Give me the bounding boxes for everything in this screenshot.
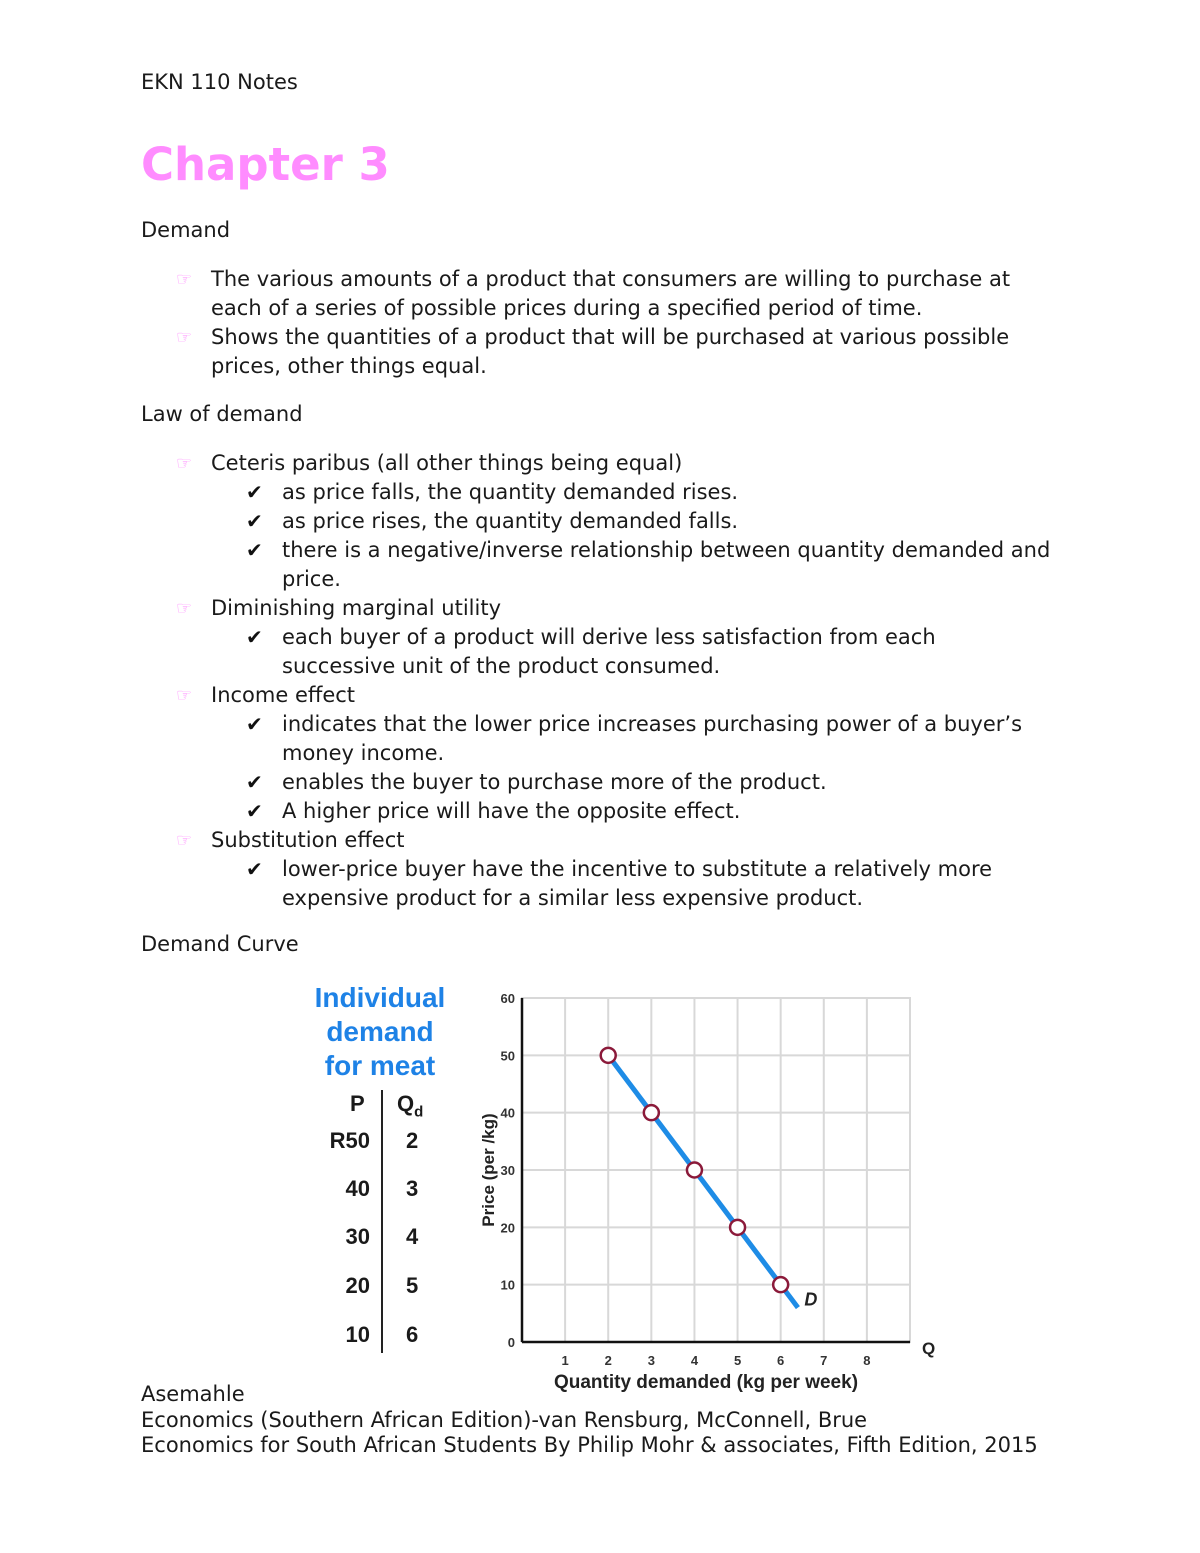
table-quantity-cell: 4 <box>406 1224 419 1249</box>
data-point <box>644 1105 659 1120</box>
y-axis-title: Price (per /kg) <box>479 1113 498 1227</box>
y-tick-label: 40 <box>500 1105 515 1121</box>
pointing-hand-icon: ☞ <box>176 685 193 706</box>
list-item: ☞ The various amounts of a product that consumers are willing to purchase at each of a series of possible prices during a specified period of time. <box>176 267 1011 320</box>
table-header-q <box>397 1091 423 1120</box>
table-title-line: for meat <box>324 1050 436 1081</box>
table-header-p: P <box>350 1091 365 1116</box>
y-tick-label: 50 <box>500 1048 515 1064</box>
x-tick-label: 7 <box>820 1353 828 1368</box>
table-header-q-subscript: d <box>414 1103 424 1121</box>
check-item: ✔ there is a negative/inverse relationship between quantity demanded and price. <box>246 538 1051 591</box>
pointing-hand-icon: ☞ <box>176 830 193 851</box>
list-item: ☞ Substitution effect <box>0 826 1041 855</box>
law-of-demand-list <box>0 449 1200 913</box>
pointing-hand-icon: ☞ <box>176 598 193 619</box>
check-item: ✔ each buyer of a product will derive less satisfaction from each successive unit of the product consumed. <box>246 625 936 678</box>
y-tick-label: 20 <box>500 1220 515 1236</box>
y-tick-label: 0 <box>507 1335 515 1350</box>
y-tick-label: 10 <box>500 1277 515 1293</box>
demand-curve-heading: Demand Curve <box>141 932 299 956</box>
table-title-line: Individual <box>314 982 446 1013</box>
list-item: ☞ Ceteris paribus (all other things being equal) <box>0 449 1041 478</box>
table-price-cell: 10 <box>345 1322 370 1347</box>
data-point <box>687 1163 702 1178</box>
x-axis-title: Quantity demanded (kg per week) <box>553 1372 859 1393</box>
table-header-q-letter: Q <box>397 1091 415 1116</box>
curve-label: D <box>804 1289 818 1310</box>
x-tick-label: 6 <box>777 1353 785 1368</box>
list-item: ☞ Income effect <box>0 681 1041 710</box>
data-point <box>730 1220 745 1235</box>
x-tick-label: 8 <box>863 1353 871 1368</box>
pointing-hand-icon: ☞ <box>176 269 193 290</box>
demand-heading: Demand <box>141 218 231 242</box>
table-quantity-cell: 6 <box>406 1322 419 1347</box>
x-tick-label: 1 <box>561 1353 569 1368</box>
checkmark-icon: ✔ <box>246 770 263 794</box>
law-of-demand-heading: Law of demand <box>141 402 303 426</box>
check-item: ✔ enables the buyer to purchase more of the product. <box>0 768 1052 797</box>
x-tick-label: 4 <box>690 1353 699 1368</box>
y-tick-label: 30 <box>500 1163 515 1178</box>
data-point <box>601 1048 616 1063</box>
check-item: ✔ A higher price will have the opposite effect. <box>0 797 1052 826</box>
demand-curve-chart <box>470 975 950 1395</box>
x-tick-label: 5 <box>733 1353 742 1368</box>
references <box>141 1382 1091 1459</box>
table-quantity-cell: 5 <box>406 1273 419 1298</box>
checkmark-icon: ✔ <box>246 509 263 533</box>
table-title <box>300 981 460 1083</box>
check-item: ✔ as price rises, the quantity demanded falls. <box>0 507 1052 536</box>
check-item: ✔ lower-price buyer have the incentive to substitute a relatively more expensive product for a similar less expensive product. <box>246 857 993 910</box>
table-title-line: demand <box>326 1016 434 1047</box>
reference-line: Economics (Southern African Edition)-van Rensburg, McConnell, Brue <box>141 1407 868 1432</box>
y-tick-label: 60 <box>500 991 515 1006</box>
chapter-title: Chapter 3 <box>141 138 390 191</box>
checkmark-icon: ✔ <box>246 857 263 881</box>
checkmark-icon: ✔ <box>246 625 263 649</box>
pointing-hand-icon: ☞ <box>176 453 193 474</box>
table-divider <box>381 1090 383 1353</box>
table-quantity-cell: 3 <box>406 1176 419 1201</box>
page-header: EKN 110 Notes <box>141 70 298 94</box>
check-item: ✔ indicates that the lower price increases purchasing power of a buyer’s money income. <box>246 712 1023 765</box>
checkmark-icon: ✔ <box>246 538 263 562</box>
list-item: ☞ Diminishing marginal utility <box>0 594 1041 623</box>
checkmark-icon: ✔ <box>246 712 263 736</box>
reference-line: Economics for South African Students By Philip Mohr & associates, Fifth Edition, 2015 <box>141 1433 1038 1457</box>
x-tick-label: 3 <box>647 1353 655 1368</box>
checkmark-icon: ✔ <box>246 480 263 504</box>
table-price-cell: 40 <box>345 1176 370 1201</box>
table-price-cell: R50 <box>329 1128 370 1153</box>
check-item: ✔ as price falls, the quantity demanded rises. <box>0 478 1052 507</box>
table-price-cell: 30 <box>345 1224 370 1249</box>
table-quantity-cell: 2 <box>406 1128 419 1153</box>
data-point <box>773 1277 788 1292</box>
checkmark-icon: ✔ <box>246 799 263 823</box>
table-price-cell: 20 <box>345 1273 370 1298</box>
list-item: ☞ Shows the quantities of a product that will be purchased at various possible prices, other things equal. <box>176 325 1010 378</box>
x-tick-label: 2 <box>604 1353 612 1368</box>
demand-definition-list <box>0 265 1200 381</box>
pointing-hand-icon: ☞ <box>176 327 193 348</box>
author-name: Asemahle <box>141 1382 245 1406</box>
x-axis-end-label: Q <box>922 1339 936 1358</box>
demand-figure <box>300 975 950 1395</box>
